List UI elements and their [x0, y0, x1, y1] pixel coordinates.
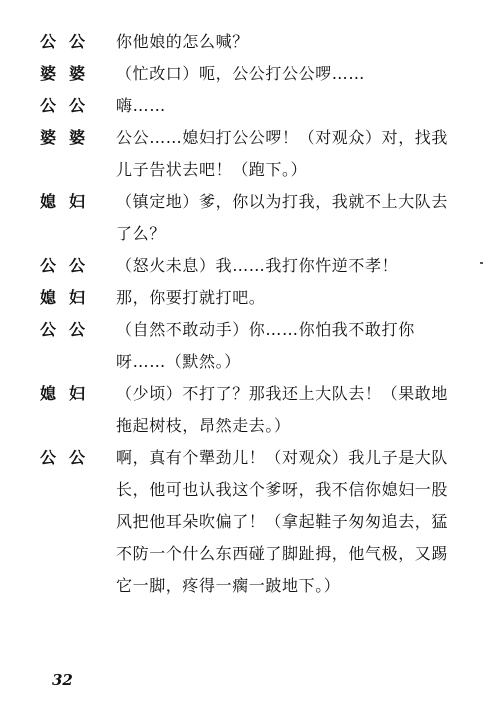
- dialogue-entry: [40, 26, 460, 58]
- dialogue-script: [40, 26, 460, 602]
- dialogue-line: （少顷）不打了？那我还上大队去！（果敢地拖起树枝，昂然走去。）: [116, 384, 449, 435]
- dialogue-line: 那，你要打就打吧。: [116, 288, 266, 307]
- speaker-name: 媳妇: [40, 384, 99, 403]
- dialogue-entry: [40, 90, 460, 122]
- dialogue-line: 啊，真有个犟劲儿！（对观众）我儿子是大队长，他可也认我这个爹呀，我不信你媳妇一股风把他耳朵吹偏了！（拿起鞋子匆匆追去，猛不防一个什么东西碰了脚趾拇，他气极，又踢它一脚，疼得一瘸一跛地下。）: [116, 448, 449, 595]
- dialogue-line: （自然不敢动手）你……你怕我不敢打你呀……（默然。）: [116, 320, 415, 371]
- speaker-name: 公公: [40, 256, 99, 275]
- dialogue-line: 嗨……: [116, 96, 166, 115]
- dialogue-entry: [40, 186, 460, 250]
- speaker-name: 媳妇: [40, 288, 99, 307]
- dialogue-line: 公公……媳妇打公公啰！（对观众）对，找我儿子告状去吧！（跑下。）: [116, 128, 449, 179]
- speaker-name: 公公: [40, 96, 99, 115]
- dialogue-line: 你他娘的怎么喊？: [116, 32, 249, 51]
- dialogue-line: （镇定地）爹，你以为打我，我就不上大队去了么？: [116, 192, 449, 243]
- speaker-name: 婆婆: [40, 64, 99, 83]
- dialogue-line: （忙改口）呃，公公打公公啰……: [116, 64, 366, 83]
- dialogue-entry: [40, 282, 460, 314]
- dialogue-entry: [40, 250, 460, 282]
- dialogue-line: （怒火未息）我……我打你忤逆不孝！: [116, 256, 399, 275]
- dialogue-entry: [40, 378, 460, 442]
- dialogue-entry: [40, 58, 460, 90]
- dialogue-entry: [40, 442, 460, 602]
- speaker-name: 公公: [40, 32, 99, 51]
- speaker-name: 公公: [40, 320, 99, 339]
- dialogue-entry: [40, 314, 460, 378]
- speaker-name: 婆婆: [40, 128, 99, 147]
- speaker-name: 公公: [40, 448, 99, 467]
- page-number: 32: [52, 671, 73, 689]
- print-speck: [480, 262, 483, 264]
- dialogue-entry: [40, 122, 460, 186]
- speaker-name: 媳妇: [40, 192, 99, 211]
